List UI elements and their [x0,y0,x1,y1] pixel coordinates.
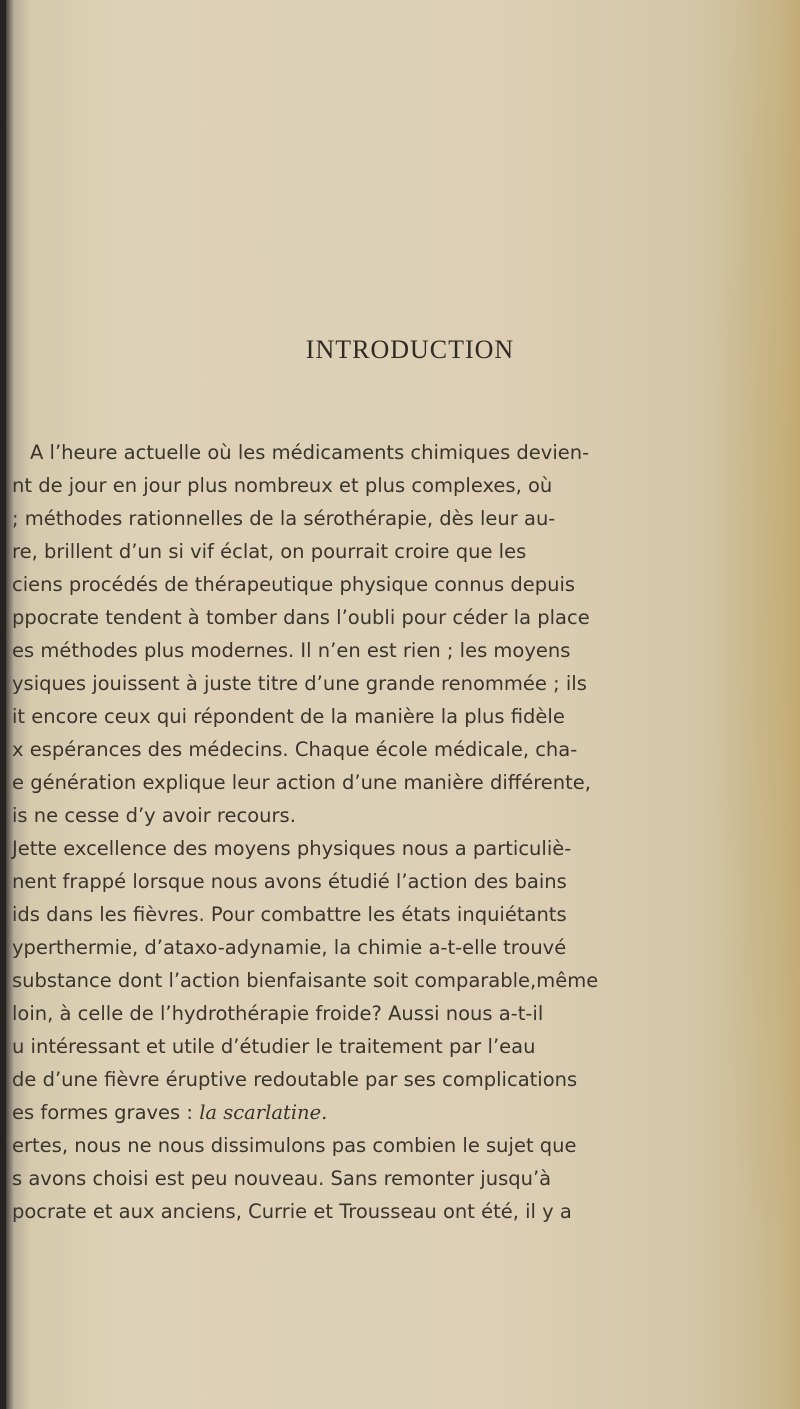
text-line: ; méthodes rationnelles de la sérothérapie, dès leur au- [12,507,556,530]
text-line: substance dont l’action bienfaisante soit comparable,même [12,969,599,992]
text-line: Jette excellence des moyens physiques nous a particuliè- [12,837,572,860]
page-title: INTRODUCTION [305,335,515,364]
text-line: ysiques jouissent à juste titre d’une grande renommée ; ils [12,672,587,695]
book-spine [0,0,6,1409]
text-segment: es formes graves : [12,1101,200,1124]
text-line: es méthodes plus modernes. Il n’en est rien ; les moyens [12,639,571,662]
text-line: s avons choisi est peu nouveau. Sans remonter jusqu’à [12,1167,552,1190]
text-line-with-italic [12,1096,327,1129]
text-line: x espérances des médecins. Chaque école médicale, cha- [12,738,578,761]
text-line: e génération explique leur action d’une manière différente, [12,771,592,794]
text-line: yperthermie, d’ataxo-adynamie, la chimie a-t-elle trouvé [12,936,567,959]
text-line: u intéressant et utile d’étudier le traitement par l’eau [12,1035,536,1058]
text-line: ppocrate tendent à tomber dans l’oubli pour céder la place [12,606,590,629]
text-line: ertes, nous ne nous dissimulons pas combien le sujet que [12,1134,577,1157]
text-line: de d’une fièvre éruptive redoutable par ses complications [12,1068,578,1091]
text-line: is ne cesse d’y avoir recours. [12,804,296,827]
text-line: loin, à celle de l’hydrothérapie froide? Aussi nous a-t-il [12,1002,544,1025]
text-line: re, brillent d’un si vif éclat, on pourrait croire que les [12,540,527,563]
text-line: it encore ceux qui répondent de la manière la plus fidèle [12,705,565,728]
text-line: nent frappé lorsque nous avons étudié l’action des bains [12,870,567,893]
italic-term: la scarlatine. [199,1101,328,1124]
text-line: A l’heure actuelle où les médicaments chimiques devien- [30,441,590,464]
text-line: pocrate et aux anciens, Currie et Trousseau ont été, il y a [12,1200,572,1223]
text-line: nt de jour en jour plus nombreux et plus complexes, où [12,474,553,497]
text-line: ciens procédés de thérapeutique physique connus depuis [12,573,576,596]
text-line: ids dans les fièvres. Pour combattre les états inquiétants [12,903,567,926]
